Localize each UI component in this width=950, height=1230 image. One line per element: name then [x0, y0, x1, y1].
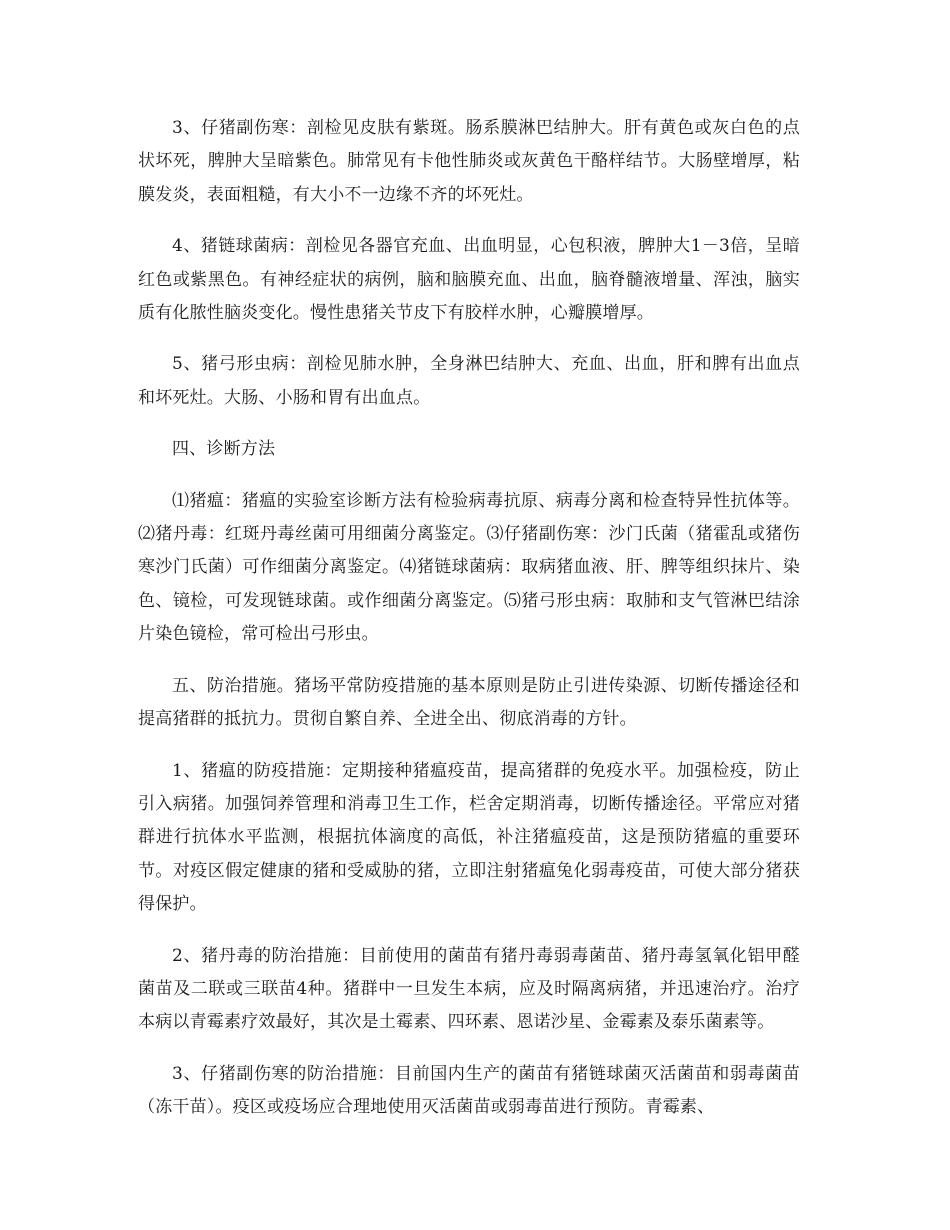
- paragraph-prevention-measures: 五、防治措施。猪场平常防疫措施的基本原则是防止引进传染源、切断传播途径和提高猪群的抵抗力。贯彻自繁自养、全进全出、彻底消毒的方针。: [138, 675, 800, 730]
- section-heading-diagnosis: 四、诊断方法: [172, 439, 276, 460]
- paragraph-erysipelas-prevention: 2、猪丹毒的防治措施：目前使用的菌苗有猪丹毒弱毒菌苗、猪丹毒氢氧化铝甲醛菌苗及二联或三联苗4种。猪群中一旦发生本病，应及时隔离病猪，并迅速治疗。治疗本病以青霉素疗效最好，其次是土霉素、四环素、恩诺沙星、金霉素及泰乐菌素等。: [138, 945, 800, 1033]
- paragraph-piglet-paratyphoid-necropsy: 3、仔猪副伤寒：剖检见皮肤有紫斑。肠系膜淋巴结肿大。肝有黄色或灰白色的点状坏死，脾肿大呈暗紫色。肺常见有卡他性肺炎或灰黄色干酪样结节。大肠壁增厚，粘膜发炎，表面粗糙，有大小不一边缘不齐的坏死灶。: [138, 118, 800, 205]
- paragraph-streptococcosis-necropsy: 4、猪链球菌病：剖检见各器官充血、出血明显，心包积液，脾肿大1－3倍，呈暗红色或紫黑色。有神经症状的病例，脑和脑膜充血、出血，脑脊髓液增量、浑浊，脑实质有化脓性脑炎变化。慢性患猪关节皮下有胶样水肿，心瓣膜增厚。: [138, 236, 800, 324]
- paragraph-toxoplasmosis-necropsy: 5、猪弓形虫病：剖检见肺水肿，全身淋巴结肿大、充血、出血，肝和脾有出血点和坏死灶。大肠、小肠和胃有出血点。: [138, 354, 800, 408]
- paragraph-swine-fever-prevention: 1、猪瘟的防疫措施：定期接种猪瘟疫苗，提高猪群的免疫水平。加强检疫，防止引入病猪。加强饲养管理和消毒卫生工作，栏舍定期消毒，切断传播途径。平常应对猪群进行抗体水平监测，根据抗体滴度的高低，补注猪瘟疫苗，这是预防猪瘟的重要环节。对疫区假定健康的猪和受威胁的猪，立即注射猪瘟兔化弱毒疫苗，可使大部分猪获得保护。: [138, 760, 800, 915]
- paragraph-diagnosis-methods: ⑴猪瘟：猪瘟的实验室诊断方法有检验病毒抗原、病毒分离和检查特异性抗体等。⑵猪丹毒：红斑丹毒丝菌可用细菌分离鉴定。⑶仔猪副伤寒：沙门氏菌（猪霍乱或猪伤寒沙门氏菌）可作细菌分离鉴定。⑷猪链球菌病：取病猪血液、肝、脾等组织抹片、染色、镜检，可发现链球菌。或作细菌分离鉴定。⑸猪弓形虫病：取肺和支气管淋巴结涂片染色镜检，常可检出弓形虫。: [138, 490, 800, 645]
- paragraph-paratyphoid-prevention: 3、仔猪副伤寒的防治措施：目前国内生产的菌苗有猪链球菌灭活菌苗和弱毒菌苗（冻干苗）。疫区或疫场应合理地使用灭活菌苗或弱毒苗进行预防。青霉素、: [138, 1063, 800, 1118]
